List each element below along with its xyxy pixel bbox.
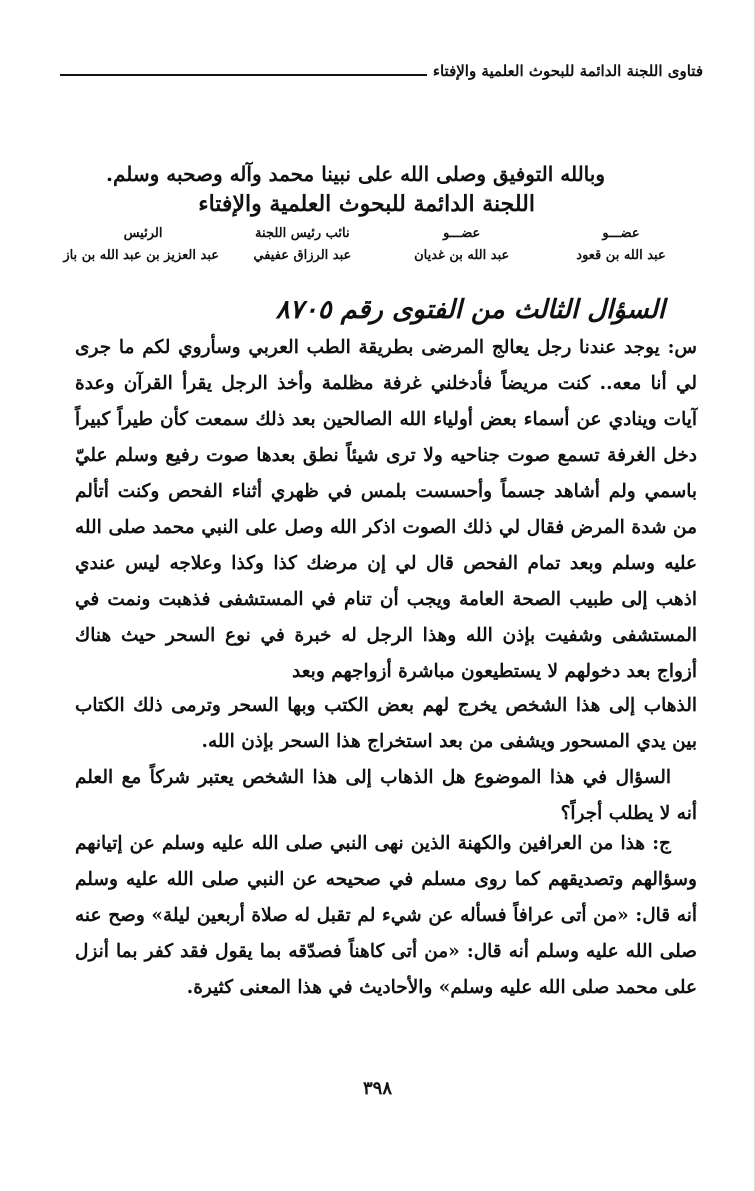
header-title: فتاوى اللجنة الدائمة للبحوث العلمية والإفتاء [432,62,703,80]
signatory-names [63,248,697,263]
question-label: س: [667,337,697,358]
signatory-name: عبد الله بن قعود [576,248,666,263]
signatory-roles [67,226,697,241]
question-text: يوجد عندنا رجل يعالج المرضى بطريقة الطب العربي وسأروي لكم ما جرى لي أنا معه.. كنت مريضاً فأدخلني غرفة مظلمة وأخذ الرجل يقرأ القرآن وعدة آيات وينادي عن أسماء بعض أولياء الله الصالحين بعد ذلك سمعت كأن طيراً كبيراً دخل الغرفة تسمع صوت جناحيه ولا ترى شيئاً نطق بعدها صوت رفيع وسلم عليّ باسمي ولم أشاهد جسماً وأحسست بلمس في ظهري أثناء الفحص وكنت أتألم من شدة المرض فقال لي ذلك الصوت اذكر الله وصل على النبي محمد صلى الله عليه وسلم وبعد تمام الفحص قال لي إن مرضك كذا وكذا وعلاجه ليس عندي اذهب إلى طبيب الصحة العامة ويجب أن تنام في المستشفى فذهبت ونمت في المستشفى وشفيت بإذن الله وهذا الرجل له خبرة في نوع السحر حيث هناك أزواج بعد دخولهم لا يستطيعون مباشرة أزواجهم وبعد [75,337,697,682]
answer-text: هذا من العرافين والكهنة الذين نهى النبي صلى الله عليه وسلم عن إتيانهم وسؤالهم وتصديقهم كما روى مسلم في صحيحه عن النبي صلى الله عليه وسلم أنه قال: «من أتى عرافاً فسأله عن شيء لم تقبل له صلاة أربعين ليلة» وصح عنه صلى الله عليه وسلم أنه قال: «من أتى كاهناً فصدّقه بما يقول فقد كفر بما أنزل على محمد صلى الله عليه وسلم» والأحاديث في هذا المعنى كثيرة. [75,833,697,998]
page-number: ٣٩٨ [362,1078,392,1099]
answer-block [75,826,697,1006]
question-subquestion: السؤال في هذا الموضوع هل الذهاب إلى هذا الشخص يعتبر شركاً مع العلم أنه لا يطلب أجراً؟ [75,767,697,824]
committee-title: اللجنة الدائمة للبحوث العلمية والإفتاء [198,191,535,217]
signatory-role: عضـــو [602,226,640,241]
fatwa-heading [276,290,665,330]
signatory-role: الرئيس [123,226,163,241]
fatwa-number: ٨٧٠٥ [275,295,332,325]
signatory-role: نائب رئيس اللجنة [255,226,350,241]
answer-label: ج: [652,833,671,854]
question-block [75,330,697,690]
running-header [60,62,703,80]
signatory-name: عبد العزيز بن عبد الله بن باز [63,248,220,263]
signatory-name: عبد الله بن غديان [414,248,510,263]
question-continuation: الذهاب إلى هذا الشخص يخرج لهم بعض الكتب وبها السحر وترمى ذلك الكتاب بين يدي المسحور ويشفى من بعد استخراج هذا السحر بإذن الله. [75,695,697,752]
signatory-role: عضـــو [443,226,481,241]
question-paragraph [75,330,697,690]
header-rule [60,74,427,76]
closing-formula: وبالله التوفيق وصلى الله على نبينا محمد وآله وصحبه وسلم. [106,162,605,186]
question-continuation-block [75,688,697,832]
fatwa-heading-text: السؤال الثالث من الفتوى رقم [340,295,665,325]
answer-paragraph [75,826,697,1006]
signatory-name: عبد الرزاق عفيفي [253,248,352,263]
